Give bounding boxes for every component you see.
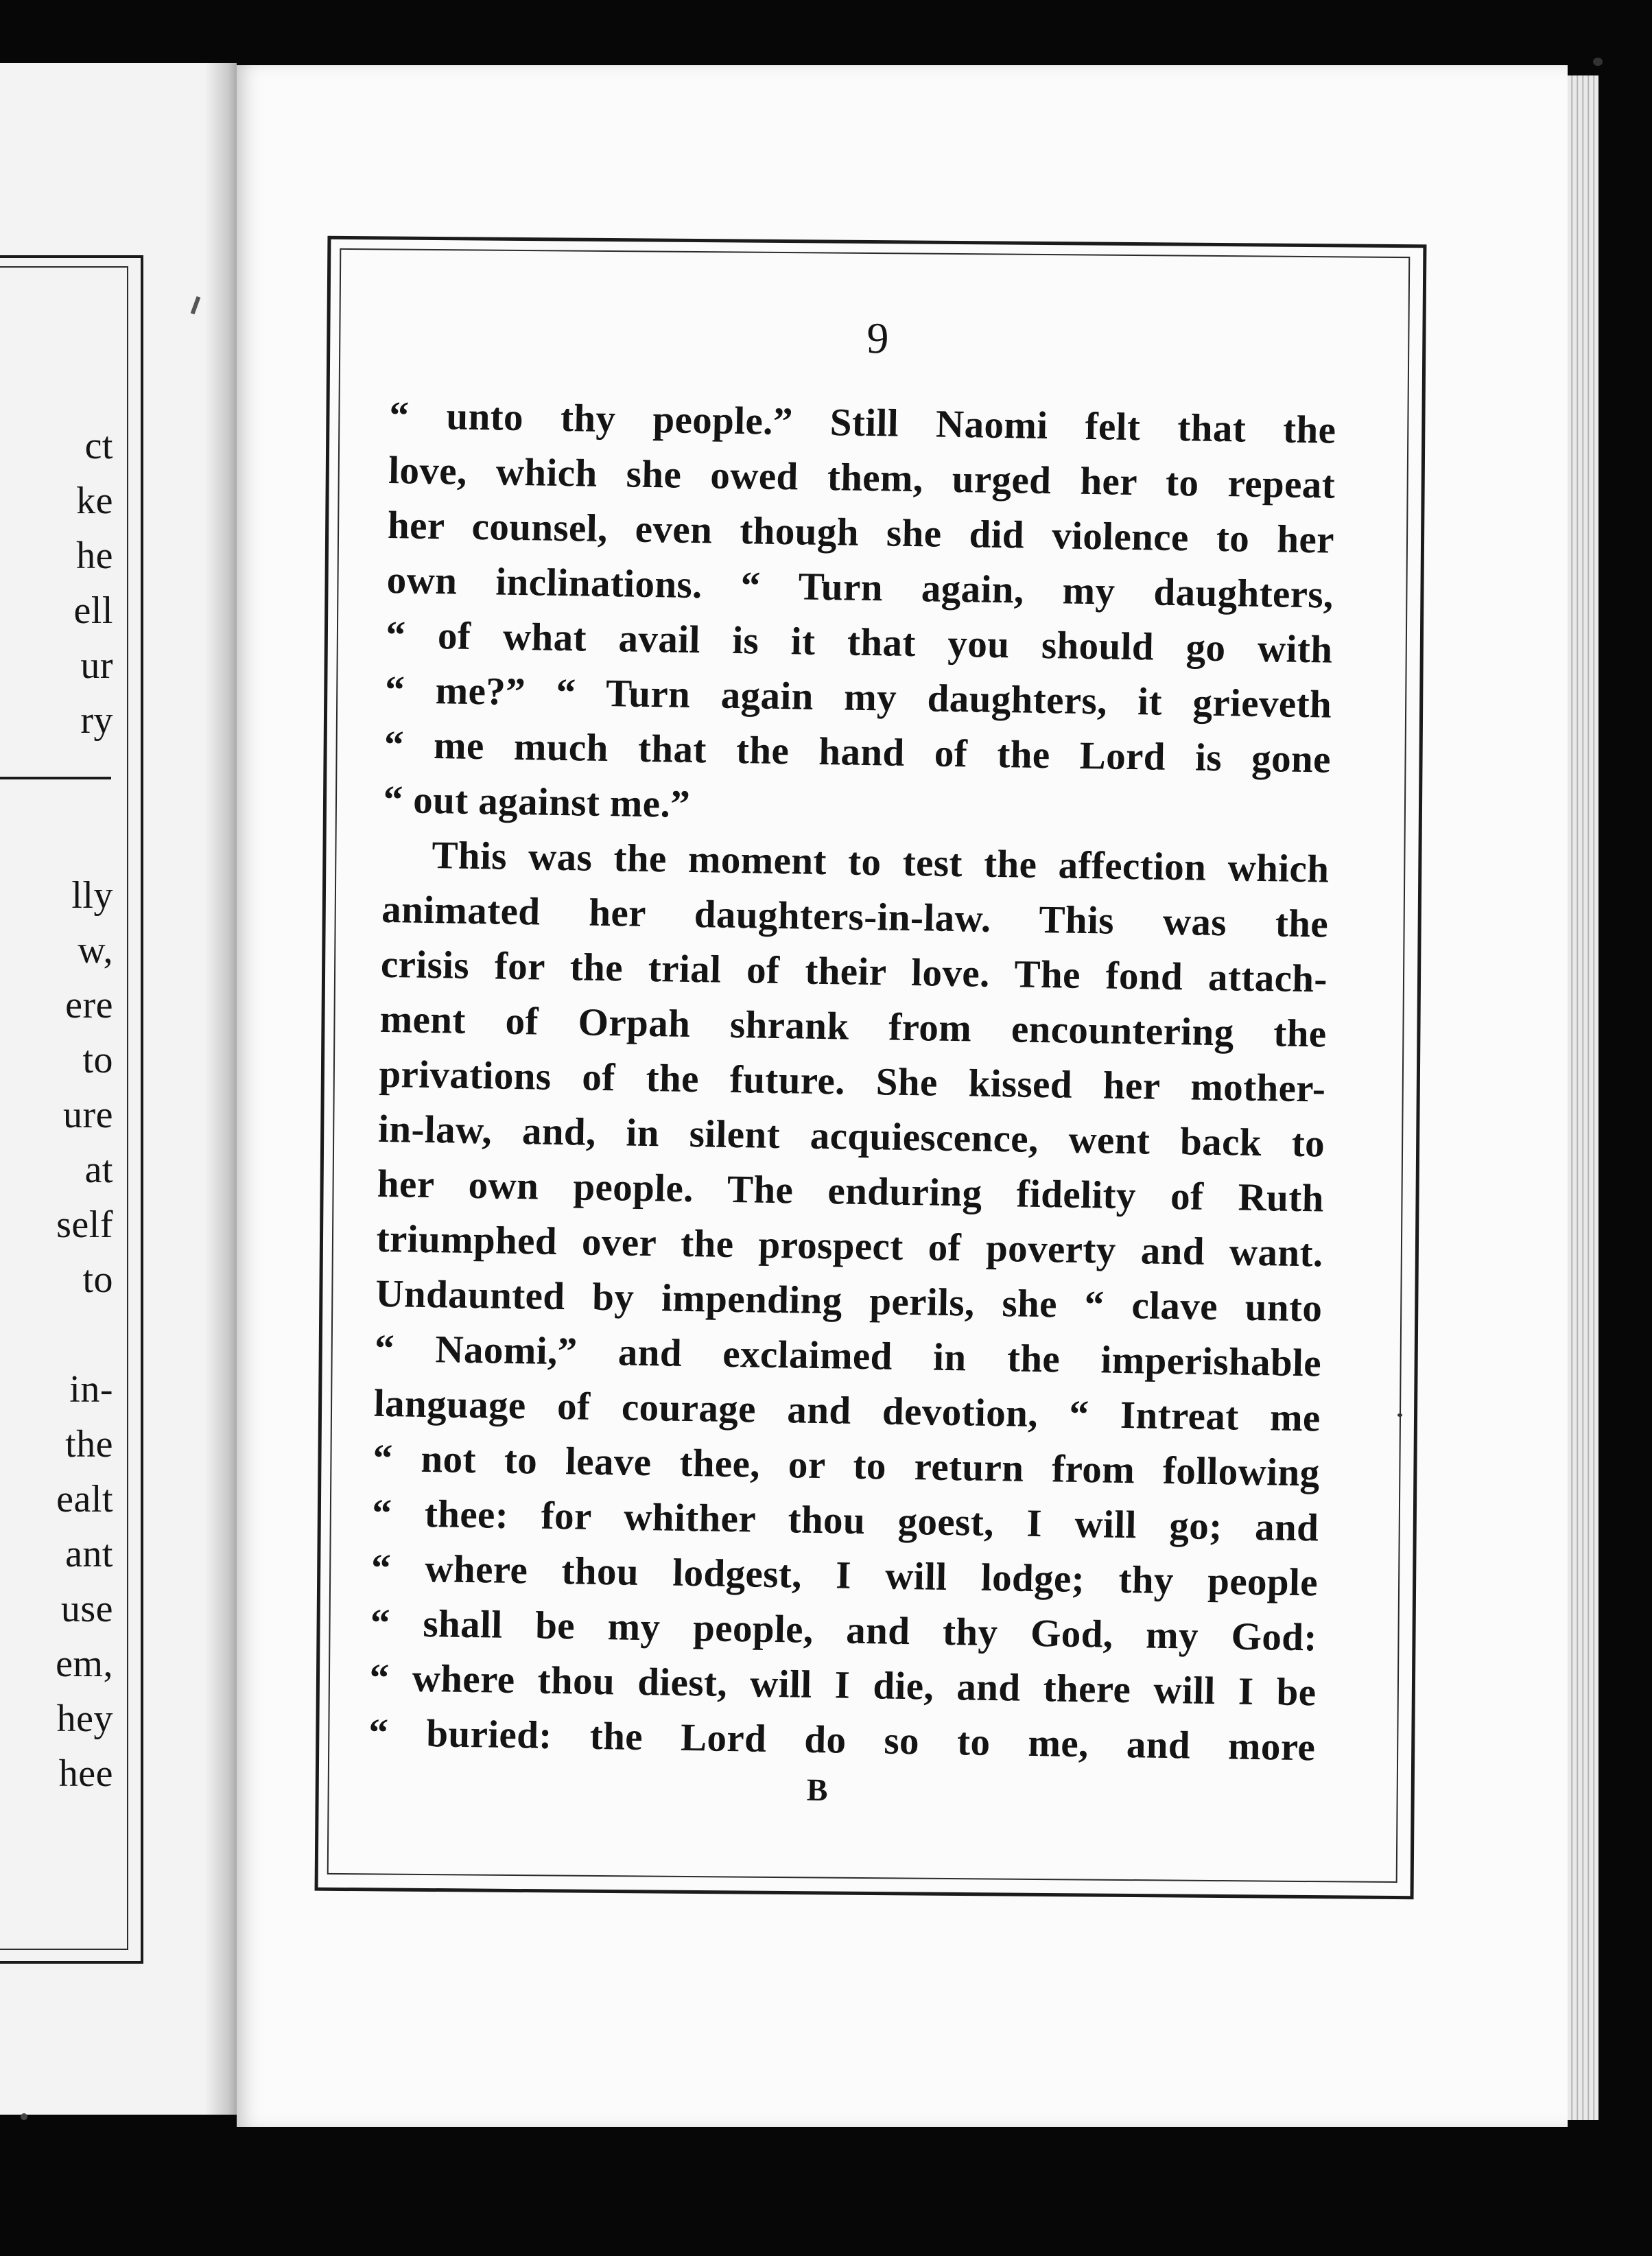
text-line: language of courage and devotion, “ Intreat me xyxy=(373,1381,1321,1440)
left-fragment: self xyxy=(56,1203,113,1246)
text-line: “ not to leave thee, or to return from following xyxy=(373,1436,1321,1495)
text-line: This was the moment to test the affection which xyxy=(432,834,1330,891)
left-fragment: he xyxy=(76,534,113,577)
left-fragment: em, xyxy=(56,1643,113,1685)
text-line: Undaunted by impending perils, she “ clave unto xyxy=(375,1271,1323,1330)
text-line: “ out against me.” xyxy=(383,777,691,826)
text-line: “ shall be my people, and thy God, my God: xyxy=(370,1601,1318,1660)
left-fragment: ell xyxy=(73,589,113,632)
left-fragment: ant xyxy=(65,1533,113,1575)
signature-mark: B xyxy=(806,1772,828,1808)
text-line: “ unto thy people.” Still Naomi felt that the xyxy=(389,393,1336,452)
page-text-block xyxy=(368,309,1338,1813)
scan-speck xyxy=(1593,58,1603,66)
left-fragment: at xyxy=(84,1149,113,1191)
text-line: animated her daughters-in-law. This was the xyxy=(381,887,1329,946)
left-fragment: hee xyxy=(58,1752,113,1795)
left-fragment: use xyxy=(60,1588,113,1630)
left-fragment: ke xyxy=(76,480,113,522)
left-fragment: lly xyxy=(71,874,113,917)
left-fragment: ere xyxy=(65,984,113,1026)
text-line: “ me much that the hand of the Lord is gone xyxy=(384,722,1332,782)
text-line: in-law, and, in silent acquiescence, went back to xyxy=(377,1107,1325,1166)
text-line: “ thee: for whither thou goest, I will go; and xyxy=(371,1491,1319,1550)
text-line: triumphed over the prospect of poverty and want. xyxy=(376,1217,1324,1276)
left-fragment: ealt xyxy=(56,1478,113,1520)
text-line: “ buried: the Lord do so to me, and more xyxy=(368,1711,1316,1770)
left-fragment: to xyxy=(82,1039,113,1081)
text-line: “ me?” “ Turn again my daughters, it grieveth xyxy=(384,668,1332,727)
left-facing-page xyxy=(0,63,237,2115)
page-number: 9 xyxy=(866,313,889,363)
text-line: “ Naomi,” and exclaimed in the imperishable xyxy=(374,1326,1322,1385)
text-line: her counsel, even though she did violence to her xyxy=(387,503,1335,562)
left-fragment: ur xyxy=(80,644,113,687)
left-fragment: the xyxy=(65,1423,113,1466)
text-line: ment of Orpah shrank from encountering the xyxy=(379,997,1328,1056)
text-line: her own people. The enduring fidelity of Ruth xyxy=(377,1162,1325,1221)
text-line: privations of the future. She kissed her mother- xyxy=(378,1052,1326,1111)
left-fragment: to xyxy=(82,1258,113,1301)
left-fragment: ct xyxy=(84,425,113,467)
text-line: “ where thou diest, will I die, and there will I be xyxy=(369,1656,1317,1715)
text-line: love, which she owed them, urged her to repeat xyxy=(388,448,1336,507)
scan-speck xyxy=(21,2113,27,2120)
ink-mark xyxy=(191,296,201,314)
page-edges xyxy=(1568,75,1598,2120)
left-fragment: ure xyxy=(62,1094,113,1136)
left-fragment: ry xyxy=(80,699,113,742)
left-fragment: w, xyxy=(78,929,113,972)
left-fragment: hey xyxy=(56,1697,113,1740)
book-gutter-shadow xyxy=(206,63,237,2115)
text-line: “ where thou lodgest, I will lodge; thy people xyxy=(370,1546,1319,1605)
text-line: “ of what avail is it that you should go with xyxy=(386,613,1333,672)
text-line: own inclinations. “ Turn again, my daughters, xyxy=(386,558,1334,617)
text-line: crisis for the trial of their love. The fond attach- xyxy=(380,942,1328,1001)
left-section-rule xyxy=(0,777,111,779)
scan-speck xyxy=(1397,1413,1402,1417)
left-fragment: in- xyxy=(69,1368,113,1411)
